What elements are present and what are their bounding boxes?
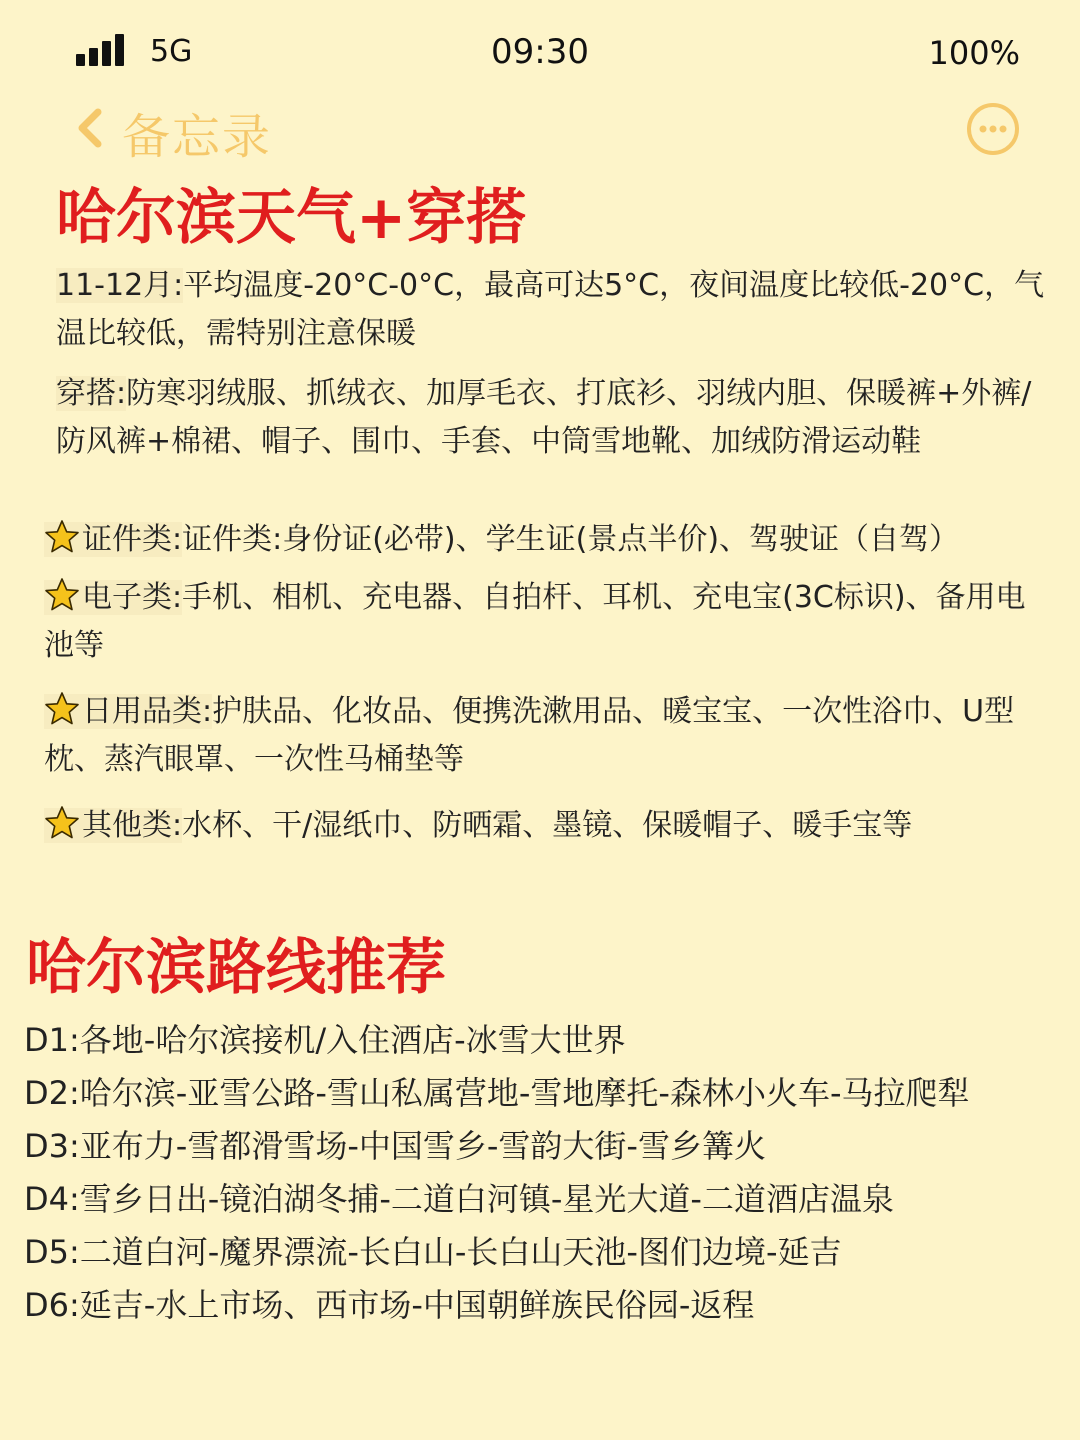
documents-label: 证件类: — [82, 522, 183, 557]
section-title-routes: 哈尔滨路线推荐 — [26, 933, 446, 1003]
back-button-label[interactable]: 备忘录 — [122, 109, 273, 165]
more-icon[interactable] — [966, 102, 1020, 156]
outfit-paragraph — [56, 370, 1036, 466]
outfit-label: 穿搭: — [56, 376, 127, 411]
battery-level: 100% — [928, 34, 1020, 72]
documents-text: 证件类:身份证(必带)、学生证(景点半价)、驾驶证（自驾） — [182, 522, 960, 557]
weather-text: 平均温度-20°C-0°C，最高可达5°C，夜间温度比较低-20°C，气温比较低，需特别注意保暖 — [56, 268, 1045, 351]
clock: 09:30 — [491, 32, 589, 72]
list-item: D5:二道白河-魔界漂流-长白山-长白山天池-图们边境-延吉 — [24, 1233, 842, 1271]
list-item: D4:雪乡日出-镜泊湖冬捕-二道白河镇-星光大道-二道酒店温泉 — [24, 1180, 894, 1218]
route-list — [24, 1014, 1064, 1332]
star-icon — [44, 519, 80, 555]
list-item: D1:各地-哈尔滨接机/入住酒店-冰雪大世界 — [24, 1021, 626, 1059]
others-label: 其他类: — [82, 808, 183, 843]
star-icon — [44, 805, 80, 841]
star-icon — [44, 577, 80, 613]
status-bar — [0, 28, 1080, 78]
daily-label: 日用品类: — [82, 694, 213, 729]
weather-label: 11-12月: — [56, 268, 184, 303]
nav-bar — [0, 98, 1080, 165]
list-item: D3:亚布力-雪都滑雪场-中国雪乡-雪韵大街-雪乡篝火 — [24, 1127, 766, 1165]
documents-paragraph — [44, 516, 1074, 564]
electronics-paragraph — [44, 574, 1054, 670]
section-title-weather: 哈尔滨天气+穿搭 — [56, 183, 527, 253]
list-item: D2:哈尔滨-亚雪公路-雪山私属营地-雪地摩托-森林小火车-马拉爬犁 — [24, 1074, 970, 1112]
weather-paragraph — [56, 262, 1066, 358]
daily-text: 护肤品、化妆品、便携洗漱用品、暖宝宝、一次性浴巾、U型枕、蒸汽眼罩、一次性马桶垫等 — [44, 694, 1015, 777]
chevron-left-icon[interactable] — [70, 106, 110, 150]
list-item: D6:延吉-水上市场、西市场-中国朝鲜族民俗园-返程 — [24, 1286, 755, 1324]
others-paragraph — [44, 802, 1064, 850]
electronics-label: 电子类: — [82, 580, 183, 615]
outfit-text: 防寒羽绒服、抓绒衣、加厚毛衣、打底衫、羽绒内胆、保暖裤+外裤/防风裤+棉裙、帽子、围巾、手套、中筒雪地靴、加绒防滑运动鞋 — [56, 376, 1032, 459]
others-text: 水杯、干/湿纸巾、防晒霜、墨镜、保暖帽子、暖手宝等 — [182, 808, 913, 843]
daily-paragraph — [44, 688, 1034, 784]
electronics-text: 手机、相机、充电器、自拍杆、耳机、充电宝(3C标识)、备用电池等 — [44, 580, 1026, 663]
network-type: 5G — [150, 34, 193, 69]
star-icon — [44, 691, 80, 727]
